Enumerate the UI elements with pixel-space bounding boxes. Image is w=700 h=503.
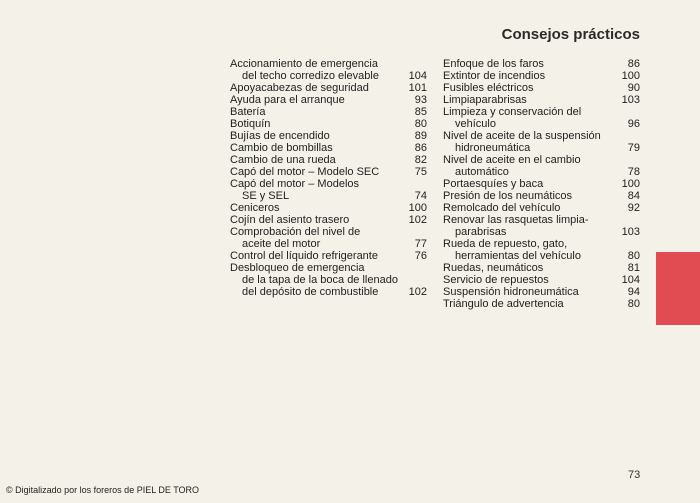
index-entry <box>443 106 640 130</box>
index-entry <box>230 130 427 142</box>
index-page-number: 100 <box>408 202 427 214</box>
index-entry-line <box>230 82 427 94</box>
index-entry-line <box>230 142 427 154</box>
index-page-number: 92 <box>627 202 640 214</box>
index-entry-text: Desbloqueo de emergencia <box>230 262 365 274</box>
index-page-number: 76 <box>414 250 427 262</box>
index-entry-text: Suspensión hidroneumática <box>443 286 579 298</box>
index-column-left <box>230 58 427 298</box>
index-page-number: 86 <box>414 142 427 154</box>
index-entry <box>443 178 640 190</box>
section-title: Consejos prácticos <box>501 26 640 43</box>
index-entry <box>443 238 640 262</box>
index-page-number: 93 <box>414 94 427 106</box>
index-entry-line <box>443 178 640 190</box>
index-entry-text: Capó del motor – Modelo SEC <box>230 166 380 178</box>
index-entry <box>443 286 640 298</box>
index-page-number: 86 <box>627 58 640 70</box>
index-entry <box>443 202 640 214</box>
index-entry-line <box>230 214 427 226</box>
index-entry-text: Servicio de repuestos <box>443 274 549 286</box>
index-entry-line <box>230 130 427 142</box>
index-entry <box>230 226 427 250</box>
index-entry-line <box>443 58 640 70</box>
index-entry <box>230 154 427 166</box>
index-entry-line <box>230 238 427 250</box>
index-page-number: 79 <box>627 142 640 154</box>
index-entry-line <box>230 118 427 130</box>
index-entry-line <box>443 94 640 106</box>
index-entry-line <box>443 154 640 166</box>
index-entry-text: Cojín del asiento trasero <box>230 214 350 226</box>
index-entry <box>443 154 640 178</box>
index-page-number: 85 <box>414 106 427 118</box>
index-entry-text: Botiquín <box>230 118 271 130</box>
index-entry-text: Nivel de aceite de la suspensión <box>443 130 601 142</box>
index-entry-text: Limpiaparabrisas <box>443 94 527 106</box>
index-entry-text: herramientas del vehículo <box>455 250 581 262</box>
index-page-number: 82 <box>414 154 427 166</box>
index-entry-line <box>443 166 640 178</box>
index-entry-text: Comprobación del nivel de <box>230 226 361 238</box>
index-entry-line <box>230 274 427 286</box>
index-entry-text: automático <box>455 166 509 178</box>
index-entry-line <box>443 226 640 238</box>
index-entry-line <box>230 250 427 262</box>
index-page-number: 101 <box>408 82 427 94</box>
index-entry <box>230 166 427 178</box>
index-page-number: 89 <box>414 130 427 142</box>
index-page-number: 78 <box>627 166 640 178</box>
index-entry-text: Presión de los neumáticos <box>443 190 573 202</box>
section-tab-marker <box>656 252 700 325</box>
index-column-right <box>443 58 640 310</box>
index-entry-line <box>230 154 427 166</box>
index-entry-line <box>443 238 640 250</box>
index-page-number: 100 <box>621 178 640 190</box>
index-page-number: 96 <box>627 118 640 130</box>
index-entry-text: aceite del motor <box>242 238 321 250</box>
index-page-number: 100 <box>621 70 640 82</box>
index-page-number: 81 <box>627 262 640 274</box>
index-entry-text: Extintor de incendios <box>443 70 546 82</box>
index-entry-text: Portaesquíes y baca <box>443 178 544 190</box>
index-entry <box>230 202 427 214</box>
index-entry-line <box>443 190 640 202</box>
index-entry-text: hidroneumática <box>455 142 531 154</box>
index-entry <box>230 106 427 118</box>
index-entry-line <box>230 166 427 178</box>
index-entry <box>443 298 640 310</box>
index-page-number: 102 <box>408 286 427 298</box>
index-entry-line <box>230 58 427 70</box>
index-entry-text: Cambio de bombillas <box>230 142 333 154</box>
index-entry <box>443 94 640 106</box>
watermark-text: © Digitalizado por los foreros de PIEL DE TORO <box>6 485 200 495</box>
index-entry-text: Fusibles eléctricos <box>443 82 534 94</box>
index-page-number: 80 <box>414 118 427 130</box>
index-entry-text: Capó del motor – Modelos <box>230 178 360 190</box>
index-entry-line <box>443 130 640 142</box>
index-entry <box>230 82 427 94</box>
index-entry-line <box>443 82 640 94</box>
index-entry <box>443 190 640 202</box>
index-entry-line <box>230 286 427 298</box>
index-entry-text: Batería <box>230 106 266 118</box>
index-entry <box>443 274 640 286</box>
index-entry-text: de la tapa de la boca de llenado <box>242 274 398 286</box>
index-page-number: 80 <box>627 250 640 262</box>
index-entry-text: Cambio de una rueda <box>230 154 336 166</box>
index-entry-text: Limpieza y conservación del <box>443 106 582 118</box>
index-entry-line <box>443 106 640 118</box>
index-entry <box>443 82 640 94</box>
index-entry-line <box>230 70 427 82</box>
index-entry-line <box>230 106 427 118</box>
index-page-number: 84 <box>627 190 640 202</box>
index-entry <box>230 178 427 202</box>
index-entry-line <box>443 286 640 298</box>
index-entry-line <box>443 262 640 274</box>
index-page-number: 104 <box>621 274 640 286</box>
index-entry-line <box>443 142 640 154</box>
index-entry <box>443 70 640 82</box>
index-entry-line <box>443 298 640 310</box>
page-number: 73 <box>628 469 641 481</box>
index-entry-text: SE y SEL <box>242 190 290 202</box>
index-entry-line <box>443 70 640 82</box>
index-entry-line <box>230 226 427 238</box>
index-entry <box>443 214 640 238</box>
index-page-number: 103 <box>621 94 640 106</box>
index-page-number: 102 <box>408 214 427 226</box>
index-entry-text: del techo corredizo elevable <box>242 70 379 82</box>
index-entry-text: vehículo <box>455 118 496 130</box>
index-entry-line <box>443 202 640 214</box>
index-entry-text: parabrisas <box>455 226 507 238</box>
index-entry-text: Remolcado del vehículo <box>443 202 561 214</box>
index-page-number: 103 <box>621 226 640 238</box>
index-entry <box>230 142 427 154</box>
index-entry-line <box>443 118 640 130</box>
index-entry-text: Renovar las rasquetas limpia- <box>443 214 589 226</box>
index-entry-line <box>230 178 427 190</box>
index-page-number: 75 <box>414 166 427 178</box>
index-entry-line <box>230 94 427 106</box>
index-page-number: 80 <box>627 298 640 310</box>
index-page-number: 90 <box>627 82 640 94</box>
index-entry-text: del depósito de combustible <box>242 286 379 298</box>
index-entry <box>230 214 427 226</box>
index-entry-line <box>443 250 640 262</box>
index-entry <box>230 94 427 106</box>
index-entry-text: Nivel de aceite en el cambio <box>443 154 581 166</box>
index-entry-text: Control del líquido refrigerante <box>230 250 378 262</box>
index-entry-text: Ruedas, neumáticos <box>443 262 544 274</box>
index-page-number: 94 <box>627 286 640 298</box>
index-entry-text: Ceniceros <box>230 202 280 214</box>
index-entry <box>230 58 427 82</box>
index-entry-text: Accionamiento de emergencia <box>230 58 378 70</box>
index-entry-text: Triángulo de advertencia <box>443 298 564 310</box>
index-page-number: 77 <box>414 238 427 250</box>
index-entry-text: Rueda de repuesto, gato, <box>443 238 568 250</box>
index-entry <box>230 250 427 262</box>
index-entry <box>443 58 640 70</box>
index-entry-line <box>230 190 427 202</box>
index-entry <box>230 262 427 298</box>
index-entry-line <box>230 262 427 274</box>
index-entry-text: Bujías de encendido <box>230 130 330 142</box>
index-entry-text: Enfoque de los faros <box>443 58 544 70</box>
index-entry-line <box>230 202 427 214</box>
index-entry-text: Apoyacabezas de seguridad <box>230 82 369 94</box>
index-entry-line <box>443 214 640 226</box>
index-page-number: 74 <box>414 190 427 202</box>
index-page-number: 104 <box>408 70 427 82</box>
index-entry <box>443 262 640 274</box>
index-entry <box>443 130 640 154</box>
index-entry <box>230 118 427 130</box>
index-entry-text: Ayuda para el arranque <box>230 94 345 106</box>
index-entry-line <box>443 274 640 286</box>
